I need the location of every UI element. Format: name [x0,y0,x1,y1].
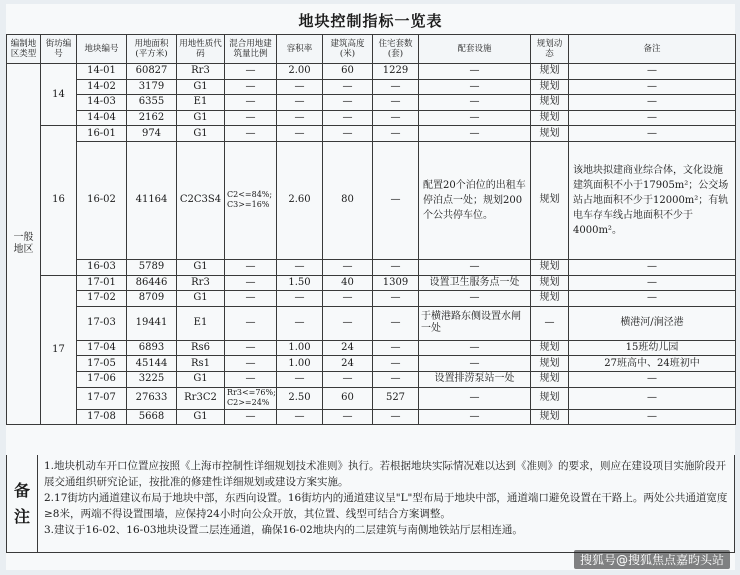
cell-facility: — [419,95,531,111]
cell-height: — [323,79,373,95]
cell-height: — [323,409,373,425]
cell-mix: — [225,371,277,387]
cell-units: — [373,259,419,275]
cell-status: — [531,306,569,340]
cell-units: — [373,340,419,356]
cell-far: — [277,306,323,340]
cell-id: 17-06 [77,371,127,387]
table-row [7,409,736,425]
cell-far: 2.60 [277,141,323,259]
cell-mix: C2<=84%; C3>=16% [225,141,277,259]
table-row [7,275,736,291]
cell-area: 6355 [127,95,177,111]
cell-status: 规划 [531,409,569,425]
cell-units: — [373,141,419,259]
cell-mix: — [225,110,277,126]
cell-far: — [277,291,323,307]
cell-area: 5789 [127,259,177,275]
cell-far: 1.00 [277,356,323,372]
cell-code: G1 [177,79,225,95]
table-header [7,35,736,64]
cell-units: — [373,95,419,111]
cell-code: Rs6 [177,340,225,356]
cell-height: 60 [323,64,373,80]
cell-mix: — [225,95,277,111]
note-item: 2.17街坊内通道建议布局于地块中部，东西向设置。16街坊内的通道建议呈"L"型布局于地块中部，通道端口避免设置在干路上。两处公共通道宽度≥8米，两端不得设置围墙，应保持24小时向公众开放，其位置、线型可结合方案调整。 [44,492,728,520]
cell-code: G1 [177,110,225,126]
cell-id: 14-02 [77,79,127,95]
cell-height: — [323,291,373,307]
cell-code: G1 [177,371,225,387]
cell-status: 规划 [531,356,569,372]
header-cell: 街坊编号 [41,35,77,64]
cell-facility: — [419,356,531,372]
cell-height: — [323,371,373,387]
cell-height: — [323,110,373,126]
cell-height: — [323,259,373,275]
cell-code: G1 [177,409,225,425]
header-cell: 配套设施 [419,35,531,64]
cell-area: 2162 [127,110,177,126]
cell-mix: — [225,79,277,95]
cell-mix: — [225,306,277,340]
cell-note: — [569,291,736,307]
header-cell: 规划动态 [531,35,569,64]
notes-label [7,455,38,552]
cell-note: — [569,64,736,80]
cell-status: 规划 [531,126,569,142]
cell-note: 横港河/涧泾港 [569,306,736,340]
cell-facility: — [419,340,531,356]
header-cell: 地块编号 [77,35,127,64]
table-row [7,291,736,307]
header-cell: 混合用地建筑量比例 [225,35,277,64]
note-item: 3.建议于16-02、16-03地块设置二层连通道，确保16-02地块内的二层建筑与南侧地铁站厅层相连通。 [44,524,523,536]
cell-code: G1 [177,291,225,307]
cell-id: 16-01 [77,126,127,142]
cell-height: — [323,126,373,142]
cell-status: 规划 [531,371,569,387]
notes-body [38,455,734,552]
notes-section [6,455,735,553]
cell-units: — [373,79,419,95]
cell-units: — [373,291,419,307]
cell-status: 规划 [531,141,569,259]
table-body [7,64,736,425]
cell-status: 规划 [531,387,569,409]
cell-status: 规划 [531,259,569,275]
header-cell: 备注 [569,35,736,64]
cell-code: E1 [177,306,225,340]
cell-units: — [373,356,419,372]
table-row [7,340,736,356]
cell-note: 15班幼儿园 [569,340,736,356]
cell-note: — [569,371,736,387]
cell-units: 527 [373,387,419,409]
cell-area: 6893 [127,340,177,356]
table-row [7,141,736,259]
table-row [7,95,736,111]
cell-mix: — [225,259,277,275]
cell-area: 3179 [127,79,177,95]
cell-height: — [323,306,373,340]
cell-far: — [277,259,323,275]
cell-area: 60827 [127,64,177,80]
cell-status: 规划 [531,64,569,80]
cell-id: 17-01 [77,275,127,291]
header-cell: 住宅套数(套) [373,35,419,64]
cell-facility: 配置20个泊位的出租车停泊点一处；规划200个公共停车位。 [419,141,531,259]
cell-code: Rr3 [177,275,225,291]
table-row [7,79,736,95]
cell-area: 8709 [127,291,177,307]
cell-code: C2C3S4 [177,141,225,259]
cell-status: 规划 [531,291,569,307]
cell-note: 27班高中、24班初中 [569,356,736,372]
cell-area: 86446 [127,275,177,291]
header-cell: 用地性质代码 [177,35,225,64]
cell-height: 24 [323,356,373,372]
cell-facility: — [419,110,531,126]
cell-far: — [277,95,323,111]
cell-far: — [277,371,323,387]
block-number-cell: 14 [41,64,77,126]
cell-status: 规划 [531,275,569,291]
cell-units: — [373,306,419,340]
cell-units: 1229 [373,64,419,80]
cell-mix: — [225,409,277,425]
table-row [7,110,736,126]
cell-code: G1 [177,259,225,275]
control-index-table [6,34,736,425]
cell-height: — [323,95,373,111]
cell-height: 80 [323,141,373,259]
cell-status: 规划 [531,110,569,126]
table-row [7,371,736,387]
cell-id: 16-03 [77,259,127,275]
cell-note: — [569,79,736,95]
cell-units: — [373,371,419,387]
watermark: 搜狐号@搜狐焦点嘉昀头站 [574,550,730,569]
cell-code: Rs1 [177,356,225,372]
cell-facility: — [419,409,531,425]
cell-id: 17-07 [77,387,127,409]
cell-facility: 设置排涝泵站一处 [419,371,531,387]
cell-status: 规划 [531,79,569,95]
cell-id: 14-01 [77,64,127,80]
table-row [7,126,736,142]
cell-code: E1 [177,95,225,111]
cell-facility: — [419,259,531,275]
cell-height: 40 [323,275,373,291]
note-item: 1.地块机动车开口位置应按照《上海市控制性详细规划技术准则》执行。若根据地块实际情况难以达到《准则》的要求，则应在建设项目实施阶段开展交通组织研究论证，按批准的修建性详细规划或建设方案实施。 [44,460,727,488]
notes-label-char: 注 [13,506,30,526]
page-title: 地块控制指标一览表 [298,12,443,30]
cell-far: — [277,79,323,95]
cell-note: — [569,95,736,111]
table-row [7,306,736,340]
notes-label-char: 备 [13,480,30,500]
cell-area: 3225 [127,371,177,387]
cell-far: 1.00 [277,340,323,356]
area-type-cell: 一般地区 [7,64,41,425]
cell-area: 5668 [127,409,177,425]
cell-note: — [569,409,736,425]
cell-facility: — [419,387,531,409]
cell-code: G1 [177,126,225,142]
cell-facility: — [419,126,531,142]
cell-facility: — [419,64,531,80]
cell-note: 该地块拟建商业综合体，文化设施建筑面积不小于17905m²；公交场站占地面积不少于12000m²；有轨电车存车线占地面积不少于4000m²。 [569,141,736,259]
cell-units: 1309 [373,275,419,291]
cell-id: 17-08 [77,409,127,425]
cell-id: 17-05 [77,356,127,372]
cell-id: 16-02 [77,141,127,259]
cell-mix: — [225,356,277,372]
block-number-cell: 17 [41,275,77,425]
table-row [7,356,736,372]
cell-far: — [277,409,323,425]
cell-facility: — [419,79,531,95]
cell-note: — [569,387,736,409]
cell-mix: — [225,291,277,307]
cell-mix: — [225,275,277,291]
cell-far: 1.50 [277,275,323,291]
cell-mix: — [225,64,277,80]
table-row [7,64,736,80]
cell-area: 45144 [127,356,177,372]
cell-status: 规划 [531,340,569,356]
cell-id: 17-03 [77,306,127,340]
cell-far: 2.00 [277,64,323,80]
cell-status: 规划 [531,95,569,111]
cell-facility: 于横港路东侧设置水闸一处 [419,306,531,340]
cell-facility: 设置卫生服务点一处 [419,275,531,291]
header-cell: 建筑高度(米) [323,35,373,64]
cell-code: Rr3C2 [177,387,225,409]
cell-far: 2.50 [277,387,323,409]
cell-code: Rr3 [177,64,225,80]
cell-mix: Rr3<=76%; C2>=24% [225,387,277,409]
header-cell: 编制地区类型 [7,35,41,64]
cell-note: — [569,259,736,275]
cell-note: — [569,126,736,142]
cell-id: 14-03 [77,95,127,111]
header-cell: 容积率 [277,35,323,64]
cell-area: 41164 [127,141,177,259]
cell-far: — [277,110,323,126]
cell-note: — [569,275,736,291]
table-row [7,259,736,275]
cell-area: 19441 [127,306,177,340]
cell-far: — [277,126,323,142]
cell-units: — [373,409,419,425]
header-cell: 用地面积(平方米) [127,35,177,64]
cell-height: 60 [323,387,373,409]
cell-id: 14-04 [77,110,127,126]
cell-area: 27633 [127,387,177,409]
cell-id: 17-04 [77,340,127,356]
cell-units: — [373,126,419,142]
table-row [7,387,736,409]
cell-mix: — [225,340,277,356]
cell-units: — [373,110,419,126]
block-number-cell: 16 [41,126,77,275]
cell-height: 24 [323,340,373,356]
cell-mix: — [225,126,277,142]
cell-facility: — [419,291,531,307]
cell-area: 974 [127,126,177,142]
cell-id: 17-02 [77,291,127,307]
cell-note: — [569,110,736,126]
